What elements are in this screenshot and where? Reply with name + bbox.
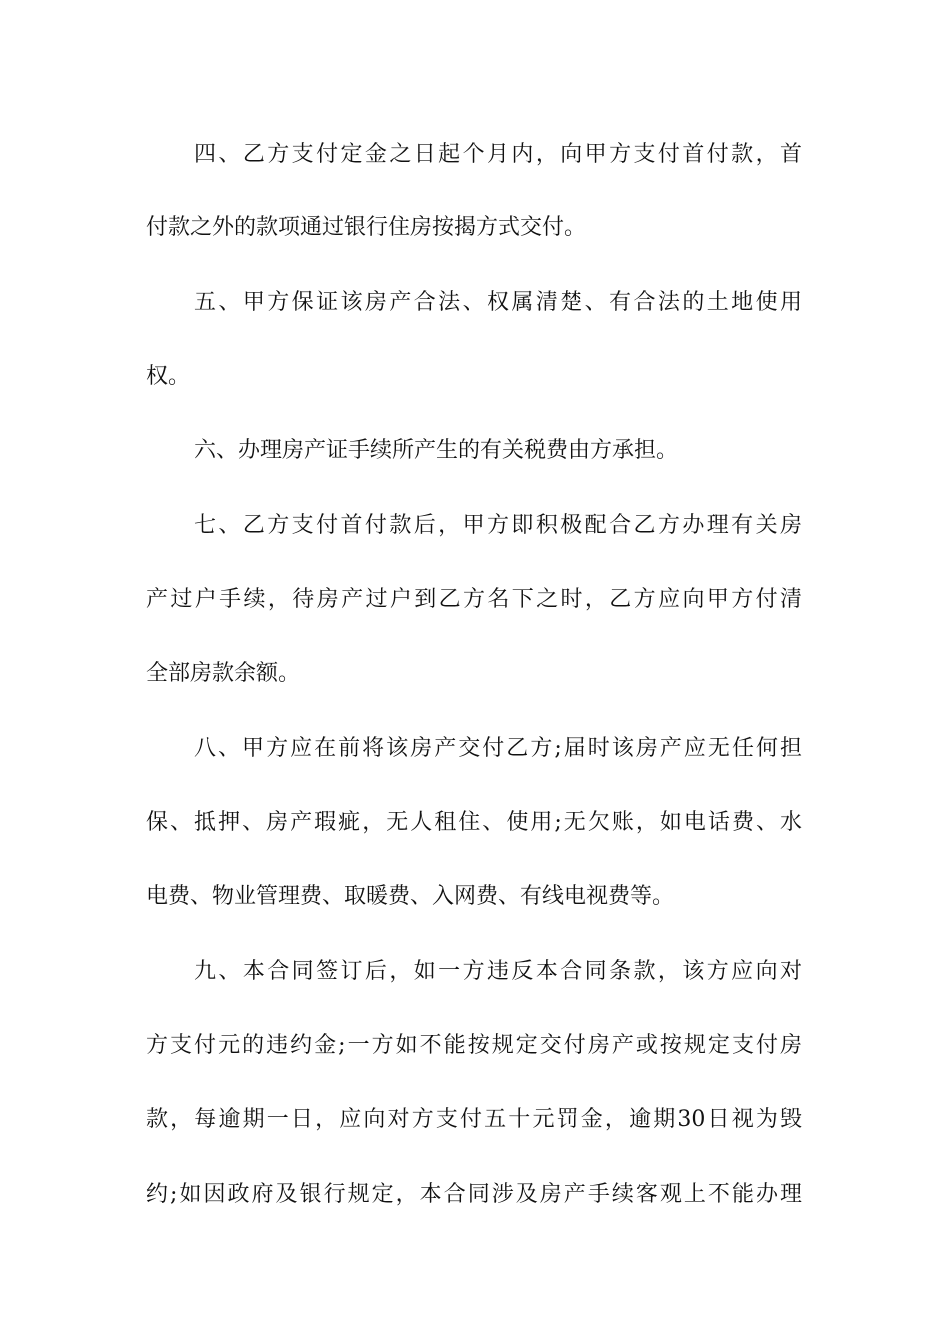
clause-6-line-1: 六、办理房产证手续所产生的有关税费由方承担。 [194,438,679,463]
clause-9-line-1: 九、本合同签订后，如一方违反本合同条款，该方应向对 [194,959,802,984]
clause-8-line-2: 保、抵押、房产瑕疵，无人租住、使用;无欠账，如电话费、水 [146,810,802,835]
clause-5-line-2: 权。 [146,364,191,389]
clause-4-line-1: 四、乙方支付定金之日起个月内，向甲方支付首付款，首 [194,142,802,167]
clause-9-line-3: 款，每逾期一日，应向对方支付五十元罚金，逾期30日视为毁 [146,1107,802,1132]
clause-4-line-2: 付款之外的款项通过银行住房按揭方式交付。 [146,215,587,240]
clause-9-line-2: 方支付元的违约金;一方如不能按规定交付房产或按规定支付房 [146,1033,802,1058]
clause-7-line-2: 产过户手续，待房产过户到乙方名下之时，乙方应向甲方付清 [146,587,802,612]
clause-9-line-4: 约;如因政府及银行规定，本合同涉及房产手续客观上不能办理 [146,1182,802,1207]
clause-5-line-1: 五、甲方保证该房产合法、权属清楚、有合法的土地使用 [194,290,802,315]
clause-8-line-1: 八、甲方应在前将该房产交付乙方;届时该房产应无任何担 [194,736,802,761]
clause-8-line-3: 电费、物业管理费、取暖费、入网费、有线电视费等。 [146,884,675,909]
clause-7-line-1: 七、乙方支付首付款后，甲方即积极配合乙方办理有关房 [194,513,802,538]
clause-7-line-3: 全部房款余额。 [146,661,301,686]
